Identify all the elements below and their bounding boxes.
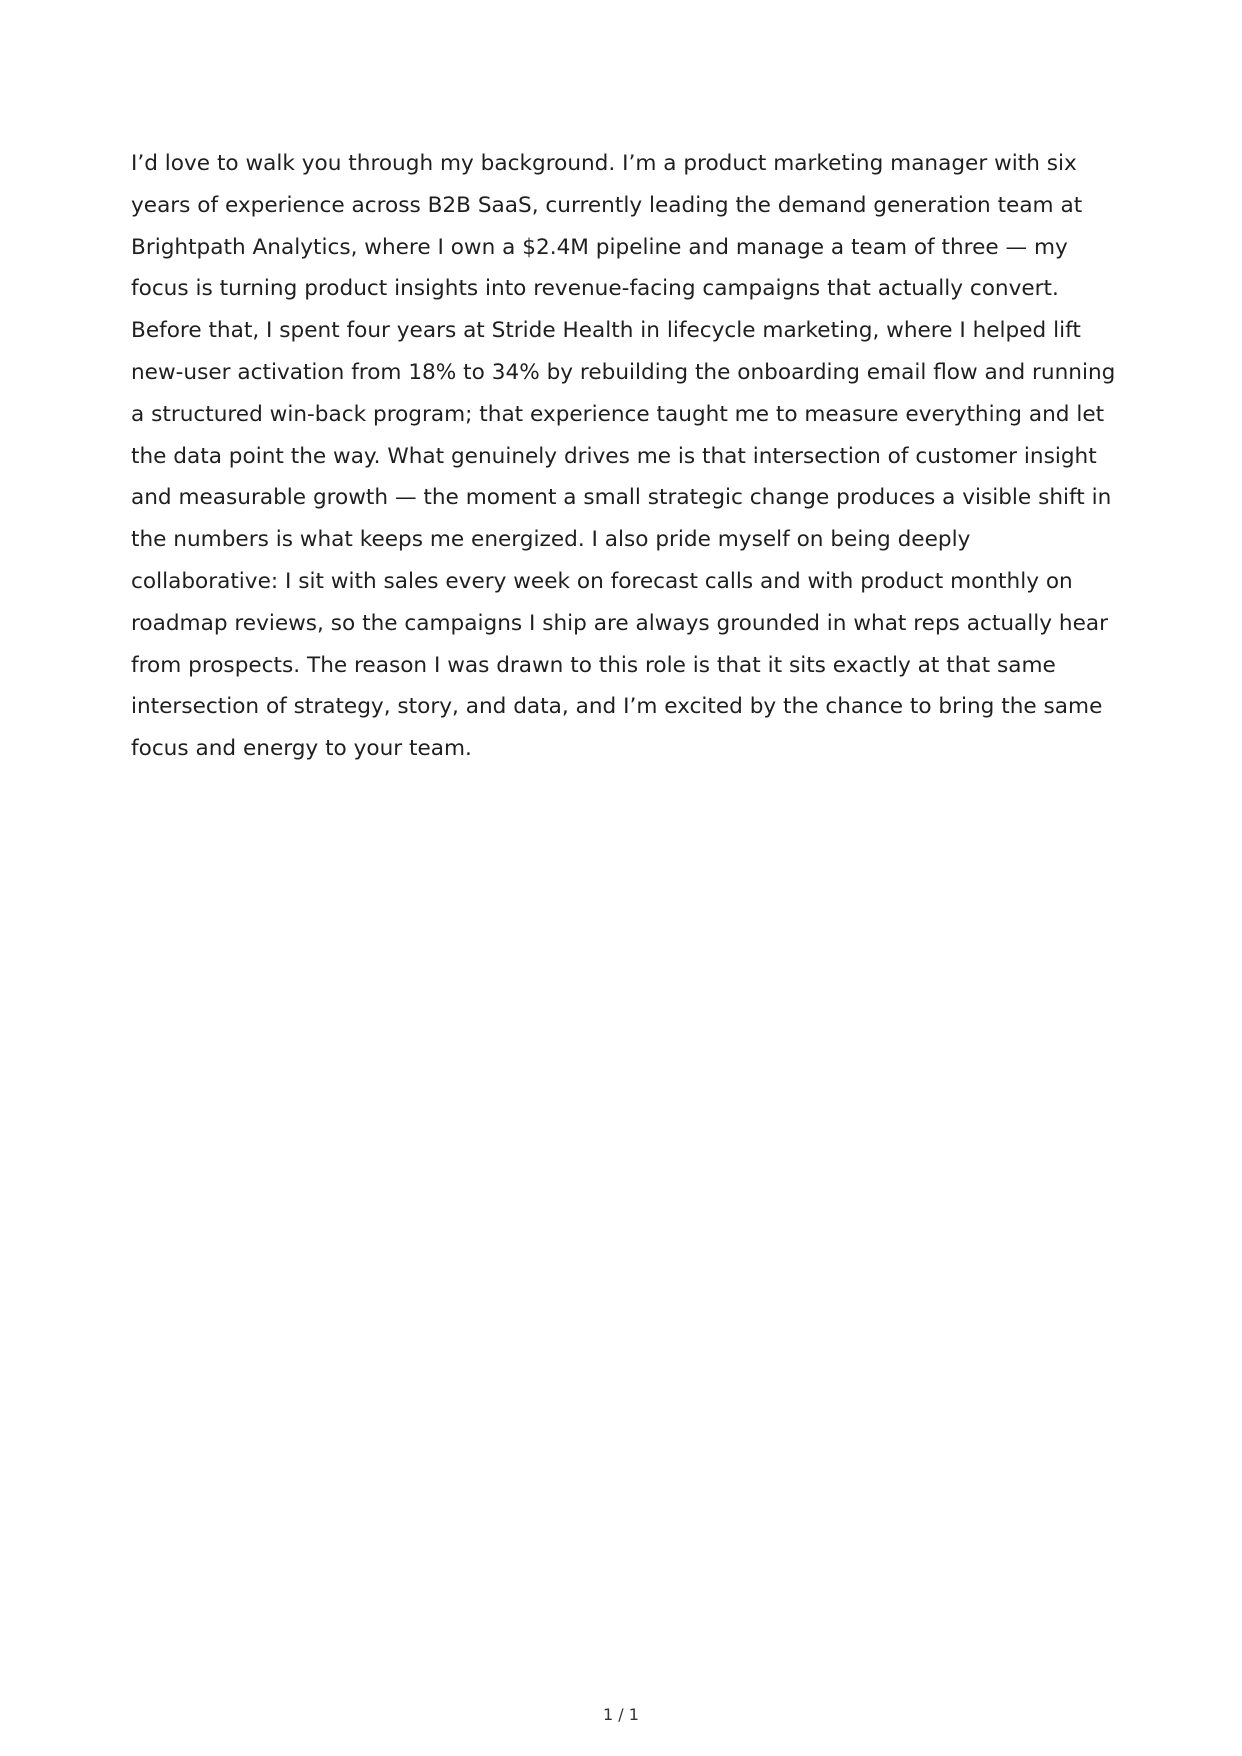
body-paragraph: I’d love to walk you through my background. I’m a product marketing manager with six years of experience across B2B SaaS, currently leading the demand generation team at Brightpath Analytics, where I own a $2.4M pipeline and manage a team of three — my focus is turning product insights into revenue-facing campaigns that actually convert. Before that, I spent four years at Stride Health in lifecycle marketing, where I helped lift new-user activation from 18% to 34% by rebuilding the onboarding email flow and running a structured win-back program; that experience taught me to measure everything and let the data point the way. What genuinely drives me is that intersection of customer insight and measurable growth — the moment a small strategic change produces a visible shift in the numbers is what keeps me energized. I also pride myself on being deeply collaborative: I sit with sales every week on forecast calls and with product monthly on roadmap reviews, so the campaigns I ship are always grounded in what reps actually hear from prospects. The reason I was drawn to this role is that it sits exactly at that same intersection of strategy, story, and data, and I’m excited by the chance to bring the same focus and energy to your team. — [131, 151, 1116, 762]
page-number: 1 / 1 — [603, 1705, 639, 1724]
